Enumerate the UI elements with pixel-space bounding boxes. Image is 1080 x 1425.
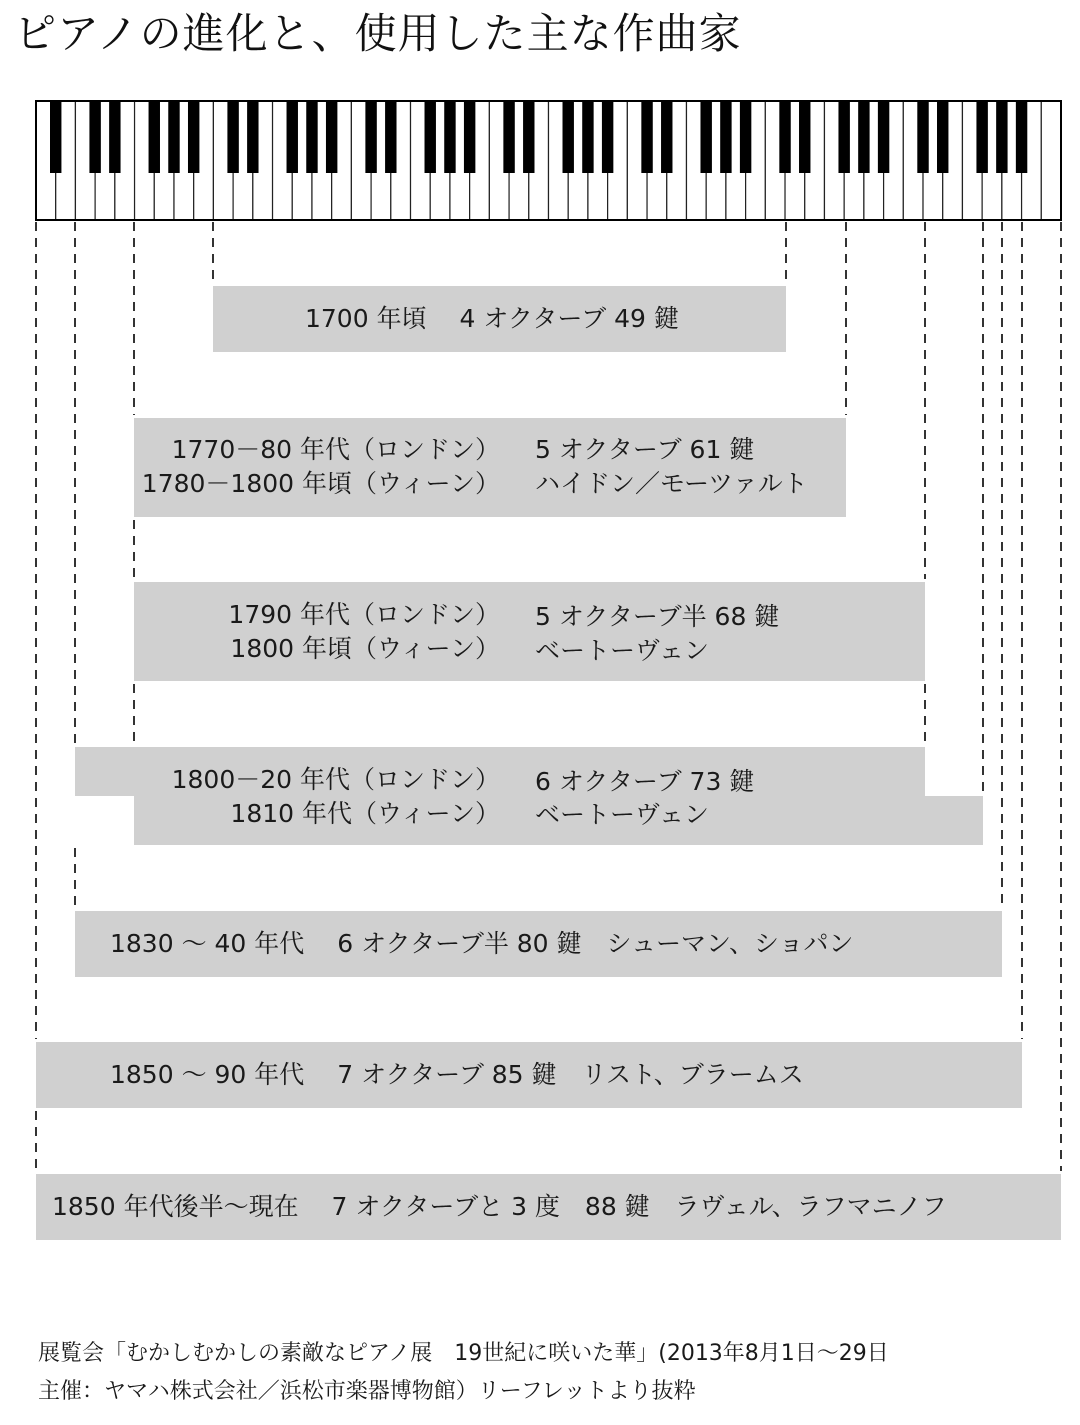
black-key	[227, 101, 238, 173]
black-key	[641, 101, 652, 173]
black-key	[661, 101, 672, 173]
black-key	[720, 101, 731, 173]
era-1800-period-london: 1800－20 年代（ロンドン）	[171, 765, 500, 794]
black-key	[602, 101, 613, 173]
era-1830-label: 1830 ～ 40 年代 6 オクターブ半 80 鍵 シューマン、ショパン	[110, 929, 854, 958]
black-key	[306, 101, 317, 173]
black-key	[976, 101, 987, 173]
page-title: ピアノの進化と、使用した主な作曲家	[14, 9, 742, 58]
piano-keyboard	[36, 101, 1061, 220]
era-1770-period-london: 1770－80 年代（ロンドン）	[171, 435, 500, 464]
black-key	[50, 101, 61, 173]
era-1850-label: 1850 ～ 90 年代 7 オクターブ 85 鍵 リスト、ブラームス	[110, 1060, 804, 1089]
era-1770-period-vienna: 1780－1800 年頃（ウィーン）	[141, 469, 500, 498]
range-guide-lines	[36, 222, 1061, 1171]
black-key	[858, 101, 869, 173]
black-key	[503, 101, 514, 173]
era-1800-composers: ベートーヴェン	[535, 800, 710, 829]
era-1800-range: 6 オクターブ 73 鍵	[535, 767, 755, 796]
black-key	[523, 101, 534, 173]
black-key	[1016, 101, 1027, 173]
footer-exhibition-line: 展覧会「むかしむかしの素敵なピアノ展 19世紀に咲いた華」(2013年8月1日～29日	[38, 1341, 889, 1366]
era-1790-period-vienna: 1800 年頃（ウィーン）	[230, 634, 500, 663]
black-key	[149, 101, 160, 173]
black-key	[444, 101, 455, 173]
black-key	[740, 101, 751, 173]
era-1790-period-london: 1790 年代（ロンドン）	[228, 600, 500, 629]
black-key	[247, 101, 258, 173]
era-1800-period-vienna: 1810 年代（ウィーン）	[230, 799, 500, 828]
era-1790-composers: ベートーヴェン	[535, 636, 710, 665]
era-1790-range: 5 オクターブ半 68 鍵	[535, 602, 780, 631]
black-key	[996, 101, 1007, 173]
black-key	[937, 101, 948, 173]
era-1850-late-label: 1850 年代後半～現在 7 オクターブと 3 度 88 鍵 ラヴェル、ラフマニノフ	[52, 1192, 947, 1221]
black-key	[365, 101, 376, 173]
black-key	[109, 101, 120, 173]
white-key	[1041, 101, 1061, 220]
black-key	[799, 101, 810, 173]
black-key	[385, 101, 396, 173]
black-key	[89, 101, 100, 173]
era-1770-composers: ハイドン／モーツァルト	[535, 469, 808, 498]
era-1770-range: 5 オクターブ 61 鍵	[535, 435, 755, 464]
black-key	[582, 101, 593, 173]
black-key	[779, 101, 790, 173]
black-key	[287, 101, 298, 173]
black-key	[464, 101, 475, 173]
black-key	[168, 101, 179, 173]
black-key	[838, 101, 849, 173]
black-key	[326, 101, 337, 173]
era-1700-label: 1700 年頃 4 オクターブ 49 鍵	[305, 304, 679, 333]
black-key	[700, 101, 711, 173]
black-key	[563, 101, 574, 173]
black-key	[917, 101, 928, 173]
black-key	[878, 101, 889, 173]
black-key	[188, 101, 199, 173]
black-key	[425, 101, 436, 173]
footer-organizer-line: 主催：ヤマハ株式会社／浜松市楽器博物館）リーフレットより抜粋	[38, 1379, 696, 1404]
